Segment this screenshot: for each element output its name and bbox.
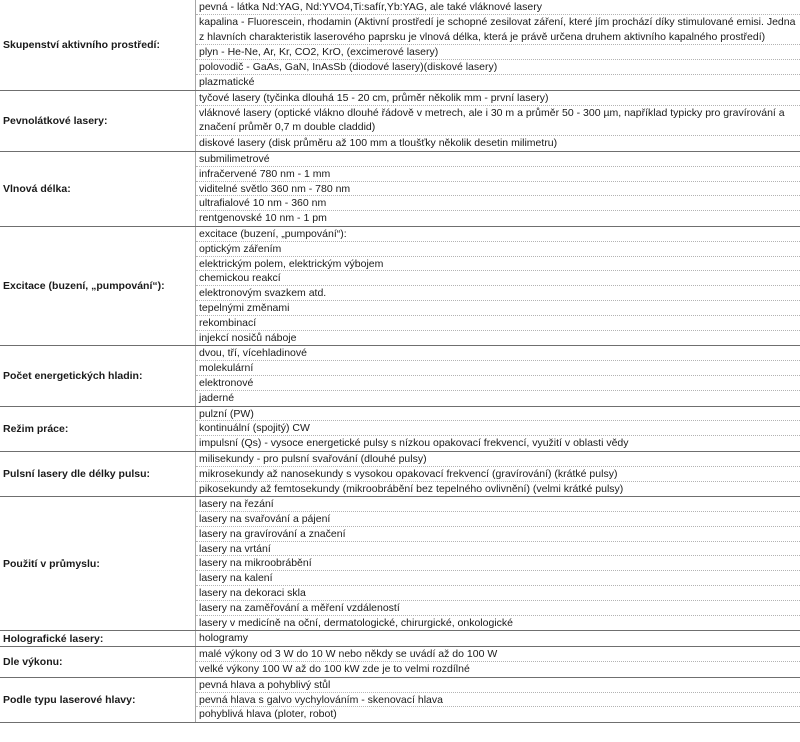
row-label: Pulsní lasery dle délky pulsu: bbox=[0, 452, 196, 496]
row-values bbox=[196, 452, 800, 496]
section-head-type bbox=[0, 678, 800, 723]
value-item: diskové lasery (disk průměru až 100 mm a tloušťky několik desetin milimetru) bbox=[199, 137, 558, 150]
row-label: Excitace (buzení, „pumpování“): bbox=[0, 227, 196, 345]
section-wavelength bbox=[0, 152, 800, 227]
row-values bbox=[196, 227, 800, 345]
section-industry-use bbox=[0, 497, 800, 631]
value-item: rekombinací bbox=[196, 316, 800, 331]
value-item: plyn - He-Ne, Ar, Kr, CO2, KrO, (excimerové lasery) bbox=[196, 45, 800, 60]
value-item: mikrosekundy až nanosekundy s vysokou opakovací frekvencí (gravírování) (krátké pulsy) bbox=[196, 467, 800, 482]
row-label: Skupenství aktivního prostředí: bbox=[0, 0, 196, 90]
row-values bbox=[196, 678, 800, 722]
value-item: chemickou reakcí bbox=[196, 271, 800, 286]
value-item: tyčové lasery (tyčinka dlouhá 15 - 20 cm, průměr několik mm - první lasery) bbox=[196, 91, 800, 106]
value-item: rentgenovské 10 nm - 1 pm bbox=[199, 212, 327, 225]
value-item: lasery na vrtání bbox=[196, 542, 800, 557]
value-item: malé výkony od 3 W do 10 W nebo někdy se uvádí až do 100 W bbox=[196, 647, 800, 662]
section-active-medium bbox=[0, 0, 800, 91]
value-item: kapalina - Fluorescein, rhodamin (Aktivní prostředí je schopné zesilovat záření, které jím prochází díky stimulované emisi. Jedna z hlavních charakteristik laserového paprsku je vlnová délka, která je právě určena druhem aktivního kapalného prostředí) bbox=[196, 15, 800, 46]
value-item: pulzní (PW) bbox=[196, 407, 800, 422]
value-item: lasery na řezání bbox=[196, 497, 800, 512]
value-item: hologramy bbox=[199, 632, 249, 645]
value-item: pevná - látka Nd:YAG, Nd:YVO4,Ti:safír,Yb:YAG, ale také vláknové lasery bbox=[196, 0, 800, 15]
value-item: tepelnými změnami bbox=[196, 301, 800, 316]
value-item: lasery na zaměřování a měření vzdáleností bbox=[196, 601, 800, 616]
value-item: optickým zářením bbox=[196, 242, 800, 257]
value-item: ultrafialové 10 nm - 360 nm bbox=[196, 196, 800, 211]
value-item: velké výkony 100 W až do 100 kW zde je to velmi rozdílné bbox=[199, 663, 470, 676]
row-label: Dle výkonu: bbox=[0, 647, 196, 677]
row-label: Počet energetických hladin: bbox=[0, 346, 196, 405]
section-power bbox=[0, 647, 800, 678]
section-operating-mode bbox=[0, 407, 800, 452]
value-item: lasery na dekoraci skla bbox=[196, 586, 800, 601]
value-item: lasery v medicíně na oční, dermatologické, chirurgické, onkologické bbox=[199, 616, 513, 629]
row-values bbox=[196, 91, 800, 151]
row-label: Režim práce: bbox=[0, 407, 196, 451]
row-values bbox=[196, 346, 800, 405]
value-item: elektronovým svazkem atd. bbox=[196, 286, 800, 301]
row-values bbox=[196, 407, 800, 451]
row-label: Použití v průmyslu: bbox=[0, 497, 196, 630]
value-item: impulsní (Qs) - vysoce energetické pulsy s nízkou opakovací frekvencí, využití v oblasti vědy bbox=[199, 437, 629, 450]
value-item: polovodič - GaAs, GaN, InAsSb (diodové lasery)(diskové lasery) bbox=[196, 60, 800, 75]
value-item: dvou, tří, vícehladinové bbox=[196, 346, 800, 361]
value-item: plazmatické bbox=[199, 75, 255, 88]
value-item: lasery na gravírování a značení bbox=[196, 527, 800, 542]
section-pulse-length bbox=[0, 452, 800, 497]
row-values bbox=[196, 497, 800, 630]
value-item: submilimetrové bbox=[196, 152, 800, 167]
value-item: milisekundy - pro pulsní svařování (dlouhé pulsy) bbox=[196, 452, 800, 467]
section-excitation bbox=[0, 227, 800, 346]
row-label: Podle typu laserové hlavy: bbox=[0, 678, 196, 722]
value-item: pevná hlava s galvo vychylováním - skenovací hlava bbox=[196, 693, 800, 708]
value-item: lasery na svařování a pájení bbox=[196, 512, 800, 527]
row-label: Pevnolátkové lasery: bbox=[0, 91, 196, 151]
value-item: elektronové bbox=[196, 376, 800, 391]
value-item: pikosekundy až femtosekundy (mikroobrábění bez tepelného ovlivnění) (velmi krátké pulsy) bbox=[199, 482, 624, 495]
value-item: jaderné bbox=[199, 391, 235, 404]
value-item: elektrickým polem, elektrickým výbojem bbox=[196, 257, 800, 272]
section-energy-levels bbox=[0, 346, 800, 406]
value-item: molekulární bbox=[196, 361, 800, 376]
row-values bbox=[196, 631, 800, 646]
row-label: Vlnová délka: bbox=[0, 152, 196, 226]
row-values bbox=[196, 0, 800, 90]
row-label: Holografické lasery: bbox=[0, 631, 196, 646]
row-values bbox=[196, 152, 800, 226]
value-item: viditelné světlo 360 nm - 780 nm bbox=[196, 182, 800, 197]
value-item: vláknové lasery (optické vlákno dlouhé řádově v metrech, ale i 30 m a průměr 50 - 300 µm, například typicky pro gravírování a značení průměr 0,7 m double claddid) bbox=[196, 106, 800, 137]
value-item: lasery na kalení bbox=[196, 571, 800, 586]
value-item: lasery na mikroobrábění bbox=[196, 556, 800, 571]
section-holographic bbox=[0, 631, 800, 647]
value-item: infračervené 780 nm - 1 mm bbox=[196, 167, 800, 182]
value-item: pevná hlava a pohyblivý stůl bbox=[196, 678, 800, 693]
row-values bbox=[196, 647, 800, 677]
value-item: kontinuální (spojitý) CW bbox=[196, 421, 800, 436]
value-item: injekcí nosičů náboje bbox=[199, 331, 297, 344]
value-item: excitace (buzení, „pumpování“): bbox=[196, 227, 800, 242]
value-item: pohyblivá hlava (ploter, robot) bbox=[199, 708, 337, 721]
section-solid-state-lasers bbox=[0, 91, 800, 152]
